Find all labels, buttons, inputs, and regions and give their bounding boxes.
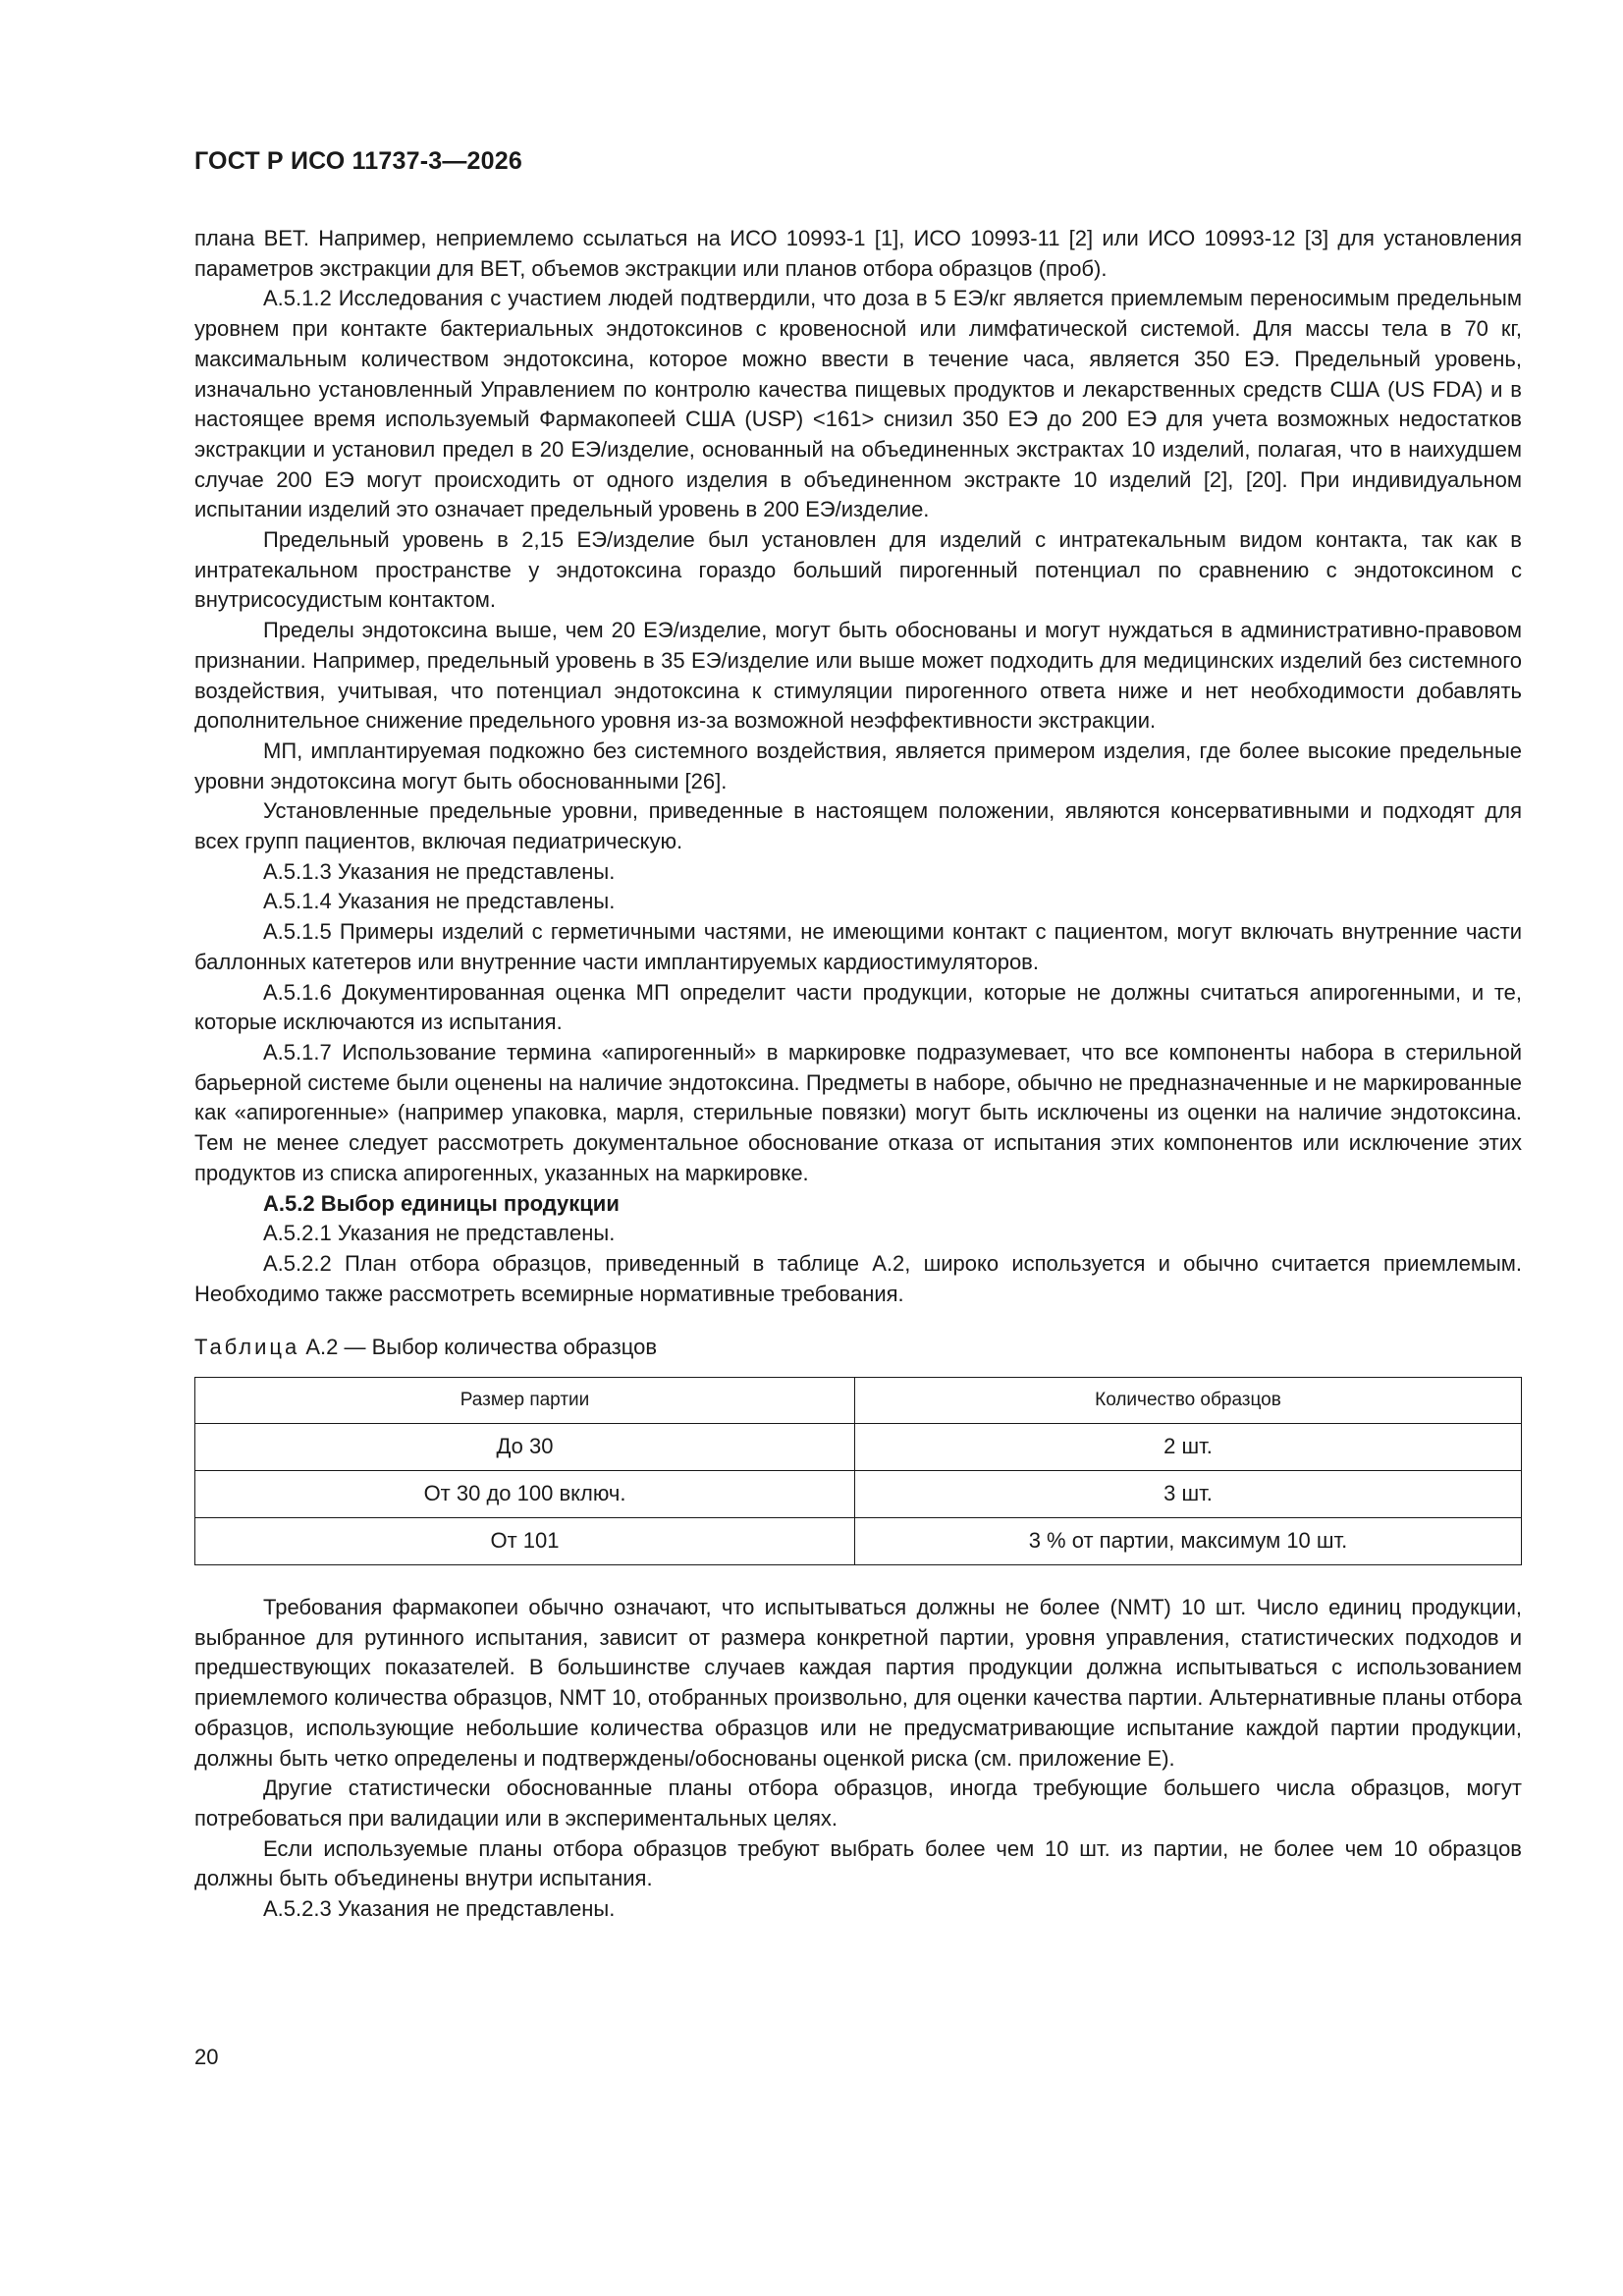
table-cell-lot-size: От 101 <box>195 1518 855 1565</box>
paragraph: Пределы эндотоксина выше, чем 20 ЕЭ/изделие, могут быть обоснованы и могут нуждаться в административно-правовом признании. Например, предельный уровень в 35 ЕЭ/изделие или выше может подходить для медицинских изделий без системного воздействия, учитывая, что потенциал эндотоксина к стимуляции пирогенного ответа ниже и нет необходимости добавлять дополнительное снижение предельного уровня из-за возможной неэффективности экстракции. <box>194 618 1522 734</box>
paragraph: A.5.1.5 Примеры изделий с герметичными частями, не имеющими контакт с пациентом, могут включать внутренние части баллонных катетеров или внутренние части имплантируемых кардиостимуляторов. <box>194 919 1522 974</box>
table-row <box>195 1518 1522 1565</box>
table-caption <box>194 1333 1522 1363</box>
paragraph: A.5.1.2 Исследования с участием людей подтвердили, что доза в 5 ЕЭ/кг является приемлемым переносимым предельным уровнем при контакте бактериальных эндотоксинов с кровеносной или лимфатической системой. Для массы тела в 70 кг, максимальным количеством эндотоксина, которое можно ввести в течение часа, является 350 ЕЭ. Предельный уровень, изначально установленный Управлением по контролю качества пищевых продуктов и лекарственных средств США (US FDA) и в настоящее время используемый Фармакопеей США (USP) <161> снизил 350 ЕЭ до 200 ЕЭ для учета возможных недостатков экстракции и установил предел в 20 ЕЭ/изделие, основанный на объединенных экстрактах 10 изделий, полагая, что в наихудшем случае 200 ЕЭ могут происходить от одного изделия в объединенном экстракте 10 изделий [2], [20]. При индивидуальном испытании изделий это означает предельный уровень в 200 ЕЭ/изделие. <box>194 286 1522 522</box>
document-header: ГОСТ Р ИСО 11737-3—2026 <box>194 147 522 175</box>
paragraph: Предельный уровень в 2,15 ЕЭ/изделие был установлен для изделий с интратекальным видом контакта, так как в интратекальном пространстве у эндотоксина гораздо больший пирогенный потенциал по сравнению с эндотоксином с внутрисосудистым контактом. <box>194 527 1522 613</box>
table-row <box>195 1471 1522 1518</box>
paragraph: Установленные предельные уровни, приведенные в настоящем положении, являются консервативными и подходят для всех групп пациентов, включая педиатрическую. <box>194 798 1522 854</box>
paragraph: Если используемые планы отбора образцов требуют выбрать более чем 10 шт. из партии, не более чем 10 образцов должны быть объединены внутри испытания. <box>194 1835 1522 1891</box>
table-caption-label: Таблица <box>194 1335 300 1360</box>
paragraph: A.5.1.4 Указания не представлены. <box>263 889 616 914</box>
paragraph: A.5.1.3 Указания не представлены. <box>263 858 616 884</box>
page-number: 20 <box>194 2045 219 2069</box>
table-caption-title: A.2 — Выбор количества образцов <box>299 1335 658 1360</box>
table-header-lot-size: Размер партии <box>195 1378 855 1424</box>
document-body <box>194 224 1522 1925</box>
table-header-row <box>195 1378 1522 1424</box>
table-cell-sample-count: 3 шт. <box>855 1471 1522 1518</box>
paragraph: A.5.2.3 Указания не представлены. <box>263 1896 616 1922</box>
section-a-5-2-continued <box>194 1593 1522 1925</box>
table-cell-lot-size: До 30 <box>195 1424 855 1471</box>
paragraph: Другие статистически обоснованные планы отбора образцов, иногда требующие большего числа образцов, могут потребоваться при валидации или в экспериментальных целях. <box>194 1776 1522 1831</box>
table-cell-lot-size: От 30 до 100 включ. <box>195 1471 855 1518</box>
paragraph: A.5.1.6 Документированная оценка МП определит части продукции, которые не должны считаться апирогенными, и те, которые исключаются из испытания. <box>194 979 1522 1035</box>
paragraph: A.5.1.7 Использование термина «апирогенный» в маркировке подразумевает, что все компоненты набора в стерильной барьерной системе были оценены на наличие эндотоксина. Предметы в наборе, обычно не предназначенные и не маркированные как «апирогенные» (например упаковка, марля, стерильные повязки) могут быть исключены из оценки на наличие эндотоксина. Тем не менее следует рассмотреть документальное обоснование отказа от испытания этих компонентов или исключение этих продуктов из списка апирогенных, указанных на маркировке. <box>194 1039 1522 1185</box>
table-cell-sample-count: 3 % от партии, максимум 10 шт. <box>855 1518 1522 1565</box>
paragraph: A.5.2.2 План отбора образцов, приведенный в таблице A.2, широко используется и обычно считается приемлемым. Необходимо также рассмотреть всемирные нормативные требования. <box>194 1250 1522 1306</box>
paragraph: плана BET. Например, неприемлемо ссылаться на ИСО 10993-1 [1], ИСО 10993-11 [2] или ИСО 10993-12 [3] для установления параметров экстракции для BET, объемов экстракции или планов отбора образцов (проб). <box>194 226 1522 281</box>
sample-size-table <box>194 1377 1522 1565</box>
section-a-5-1 <box>194 224 1522 1309</box>
paragraph: МП, имплантируемая подкожно без системного воздействия, является примером изделия, где более высокие предельные уровни эндотоксина могут быть обоснованными [26]. <box>194 738 1522 793</box>
section-heading: A.5.2 Выбор единицы продукции <box>263 1190 620 1216</box>
paragraph: A.5.2.1 Указания не представлены. <box>263 1221 616 1246</box>
table-row <box>195 1424 1522 1471</box>
table-cell-sample-count: 2 шт. <box>855 1424 1522 1471</box>
table-header-sample-count: Количество образцов <box>855 1378 1522 1424</box>
paragraph: Требования фармакопеи обычно означают, что испытываться должны не более (NMT) 10 шт. Число единиц продукции, выбранное для рутинного испытания, зависит от размера конкретной партии, уровня управления, статистических подходов и предшествующих показателей. В большинстве случаев каждая партия продукции должна испытываться с использованием приемлемого количества образцов, NMT 10, отобранных произвольно, для оценки качества партии. Альтернативные планы отбора образцов, использующие небольшие количества образцов или не предусматривающие испытание каждой партии продукции, должны быть четко определены и подтверждены/обоснованы оценкой риска (см. приложение E). <box>194 1595 1522 1771</box>
